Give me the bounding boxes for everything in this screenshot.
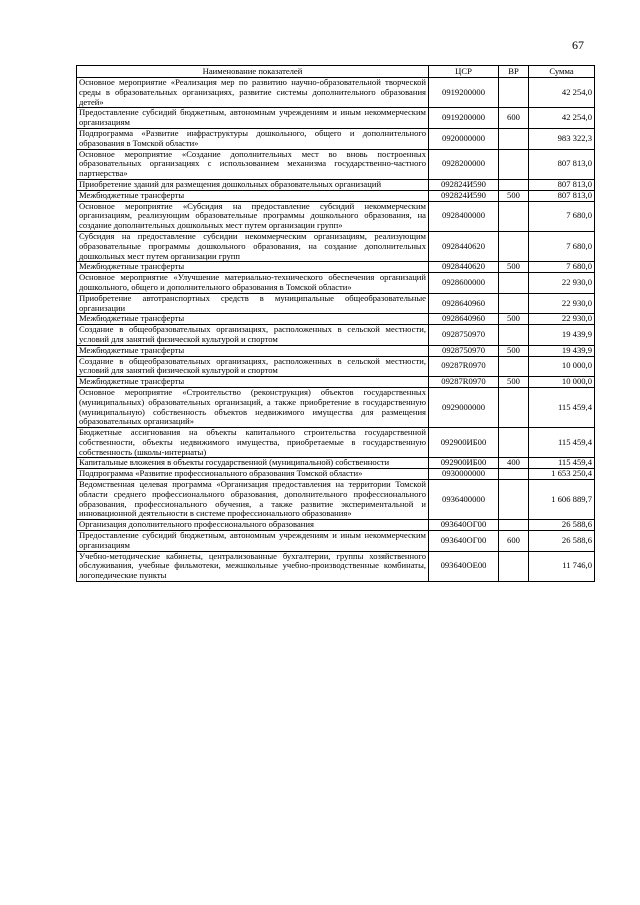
row-sum: 115 459,4 (529, 458, 595, 469)
row-name: Приобретение зданий для размещения дошкольных образовательных организаций (77, 179, 429, 190)
table-row (77, 531, 595, 552)
row-vr (499, 480, 529, 520)
row-csr: 093640ОГ00 (429, 520, 499, 531)
row-name: Межбюджетные трансферты (77, 345, 429, 356)
row-sum: 807 813,0 (529, 179, 595, 190)
row-csr: 092824И590 (429, 190, 499, 201)
row-vr (499, 293, 529, 314)
row-vr (499, 273, 529, 294)
row-vr (499, 231, 529, 261)
row-csr: 0928640960 (429, 314, 499, 325)
budget-table (76, 65, 595, 582)
row-name: Учебно-методические кабинеты, централизованные бухгалтерии, группы хозяйственного обслуживания, учебные фильмотеки, межшкольные учебно-производственные комбинаты, логопедические пункты (77, 551, 429, 581)
header-sum: Сумма (529, 66, 595, 78)
row-csr: 092824И590 (429, 179, 499, 190)
row-sum: 115 459,4 (529, 387, 595, 427)
table-row (77, 179, 595, 190)
row-csr: 0936400000 (429, 480, 499, 520)
table-row (77, 108, 595, 129)
row-name: Основное мероприятие «Субсидия на предоставление субсидий некоммерческим организациям, реализующим образовательные программы дошкольного образования, на создание дополнительных дошкольных мест путем организации групп» (77, 201, 429, 231)
row-vr (499, 325, 529, 346)
row-name: Субсидия на предоставление субсидии некоммерческим организациям, реализующим образовательные программы дошкольного образования, на создание дополнительных дошкольных мест путем организации групп (77, 231, 429, 261)
row-sum: 807 813,0 (529, 190, 595, 201)
row-csr: 093640ОЕ00 (429, 551, 499, 581)
row-sum: 983 322,3 (529, 128, 595, 149)
table-row (77, 273, 595, 294)
table-row (77, 551, 595, 581)
row-name: Межбюджетные трансферты (77, 190, 429, 201)
table-row (77, 520, 595, 531)
table-row (77, 293, 595, 314)
row-sum: 42 254,0 (529, 78, 595, 108)
table-row (77, 314, 595, 325)
row-csr: 0928750970 (429, 345, 499, 356)
row-vr (499, 428, 529, 458)
row-csr: 0928400000 (429, 201, 499, 231)
row-csr: 0928440620 (429, 262, 499, 273)
row-vr (499, 551, 529, 581)
row-csr: 0919200000 (429, 108, 499, 129)
row-sum: 807 813,0 (529, 149, 595, 179)
row-sum: 10 000,0 (529, 377, 595, 388)
row-sum: 10 000,0 (529, 356, 595, 377)
row-csr: 0928440620 (429, 231, 499, 261)
row-csr: 09287R0970 (429, 377, 499, 388)
row-sum: 26 588,6 (529, 531, 595, 552)
row-name: Создание в общеобразовательных организациях, расположенных в сельской местности, условий для занятий физической культурой и спортом (77, 356, 429, 377)
row-name: Предоставление субсидий бюджетным, автономным учреждениям и иным некоммерческим организациям (77, 108, 429, 129)
row-name: Ведомственная целевая программа «Организация предоставления на территории Томской области среднего профессионального образования, дополнительного профессионального образования, профессионального обучения, а также развитие экспериментальной и инновационной деятельности в системе профессионального образования» (77, 480, 429, 520)
row-sum: 1 606 889,7 (529, 480, 595, 520)
row-name: Создание в общеобразовательных организациях, расположенных в сельской местности, условий для занятий физической культурой и спортом (77, 325, 429, 346)
table-row (77, 345, 595, 356)
row-name: Основное мероприятие «Реализация мер по развитию научно-образовательной творческой среды в образовательных организациях, развитие системы дополнительного образования детей» (77, 78, 429, 108)
row-vr: 500 (499, 345, 529, 356)
row-name: Подпрограмма «Развитие профессионального образования Томской области» (77, 469, 429, 480)
row-vr (499, 356, 529, 377)
row-vr: 500 (499, 314, 529, 325)
table-header-row (77, 66, 595, 78)
row-csr: 092900ИБ00 (429, 428, 499, 458)
row-sum: 115 459,4 (529, 428, 595, 458)
row-name: Межбюджетные трансферты (77, 314, 429, 325)
row-sum: 1 653 250,4 (529, 469, 595, 480)
table-row (77, 231, 595, 261)
row-vr: 600 (499, 108, 529, 129)
row-sum: 22 930,0 (529, 314, 595, 325)
row-csr: 0920000000 (429, 128, 499, 149)
row-csr: 0928600000 (429, 273, 499, 294)
table-row (77, 480, 595, 520)
row-vr: 600 (499, 531, 529, 552)
row-vr (499, 149, 529, 179)
row-sum: 19 439,9 (529, 345, 595, 356)
row-sum: 7 680,0 (529, 201, 595, 231)
row-name: Подпрограмма «Развитие инфраструктуры дошкольного, общего и дополнительного образования в Томской области» (77, 128, 429, 149)
row-name: Бюджетные ассигнования на объекты капитального строительства государственной собственности, объекты недвижимого имущества, приобретаемые в государственную собственность (школы-интернаты) (77, 428, 429, 458)
row-csr: 0928200000 (429, 149, 499, 179)
row-vr (499, 520, 529, 531)
row-vr: 500 (499, 377, 529, 388)
row-vr (499, 128, 529, 149)
row-csr: 092900ИБ00 (429, 458, 499, 469)
table-row (77, 78, 595, 108)
table-row (77, 458, 595, 469)
row-csr: 0929000000 (429, 387, 499, 427)
row-csr: 0919200000 (429, 78, 499, 108)
table-row (77, 262, 595, 273)
row-name: Основное мероприятие «Строительство (реконструкция) объектов государственных (муниципальных) образовательных организаций, а также приобретение в государственную (муниципальную) собственность объектов недвижимого имущества для размещения образовательных организаций» (77, 387, 429, 427)
row-vr (499, 387, 529, 427)
row-name: Основное мероприятие «Создание дополнительных мест во вновь построенных образовательных организациях с использованием механизма государственно-частного партнерства» (77, 149, 429, 179)
row-csr: 0928750970 (429, 325, 499, 346)
row-vr: 400 (499, 458, 529, 469)
row-sum: 7 680,0 (529, 231, 595, 261)
row-name: Организация дополнительного профессионального образования (77, 520, 429, 531)
row-vr: 500 (499, 262, 529, 273)
row-sum: 22 930,0 (529, 293, 595, 314)
table-row (77, 469, 595, 480)
row-vr (499, 469, 529, 480)
row-csr: 0930000000 (429, 469, 499, 480)
row-csr: 09287R0970 (429, 356, 499, 377)
table-row (77, 190, 595, 201)
table-row (77, 377, 595, 388)
table-row (77, 387, 595, 427)
table-row (77, 128, 595, 149)
header-csr: ЦСР (429, 66, 499, 78)
row-name: Предоставление субсидий бюджетным, автономным учреждениям и иным некоммерческим организациям (77, 531, 429, 552)
row-sum: 7 680,0 (529, 262, 595, 273)
row-sum: 19 439,9 (529, 325, 595, 346)
row-sum: 11 746,0 (529, 551, 595, 581)
row-csr: 093640ОГ00 (429, 531, 499, 552)
header-vr: ВР (499, 66, 529, 78)
row-name: Межбюджетные трансферты (77, 377, 429, 388)
row-name: Приобретение автотранспортных средств в муниципальные общеобразовательные организации (77, 293, 429, 314)
row-vr (499, 201, 529, 231)
table-row (77, 325, 595, 346)
header-name: Наименование показателей (77, 66, 429, 78)
row-name: Капитальные вложения в объекты государственной (муниципальной) собственности (77, 458, 429, 469)
row-sum: 42 254,0 (529, 108, 595, 129)
table-row (77, 149, 595, 179)
row-csr: 0928640960 (429, 293, 499, 314)
row-sum: 26 588,6 (529, 520, 595, 531)
row-sum: 22 930,0 (529, 273, 595, 294)
page-number: 67 (572, 38, 584, 52)
table-row (77, 201, 595, 231)
table-row (77, 356, 595, 377)
row-vr: 500 (499, 190, 529, 201)
row-vr (499, 78, 529, 108)
row-vr (499, 179, 529, 190)
table-row (77, 428, 595, 458)
row-name: Межбюджетные трансферты (77, 262, 429, 273)
row-name: Основное мероприятие «Улучшение материально-технического обеспечения организаций дошкольного, общего и дополнительного образования в Томской области» (77, 273, 429, 294)
